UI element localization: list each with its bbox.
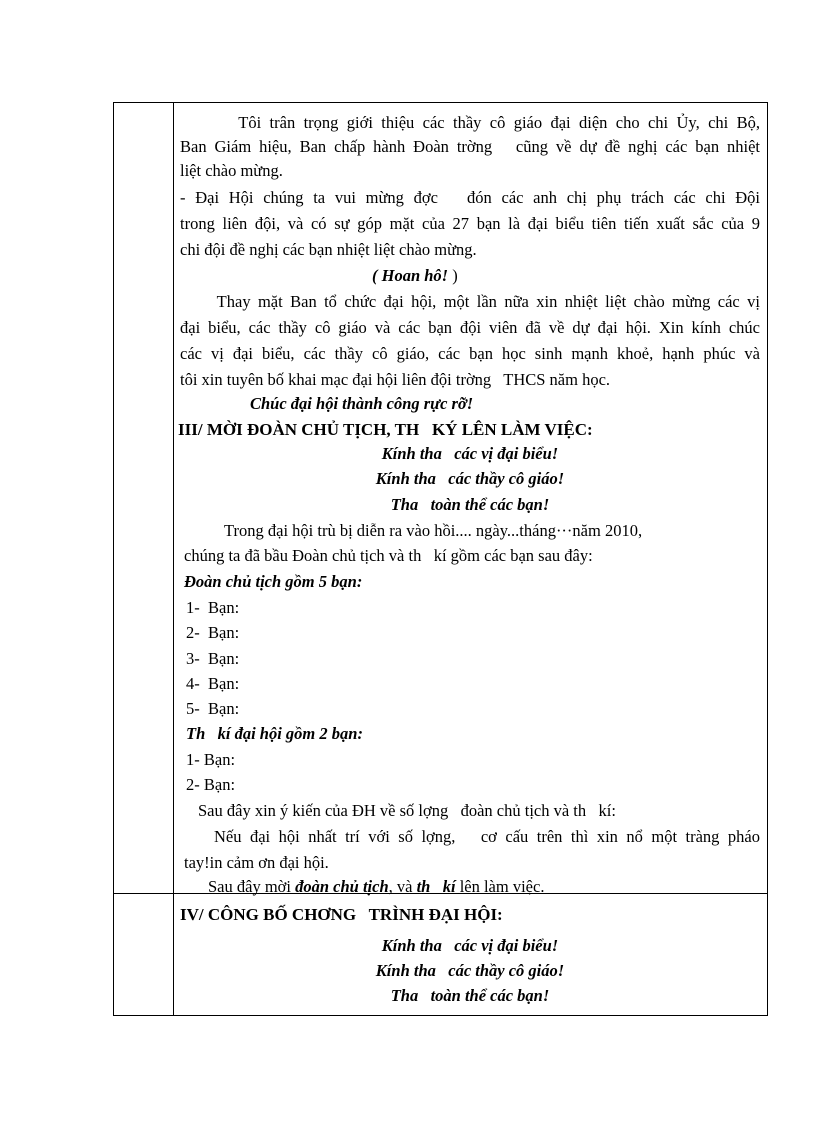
opinion-request: Sau đây xin ý kiến của ĐH về số lợng đoàn chủ tịch và th kí:: [198, 801, 616, 820]
intro-p1-line-1: Tôi trân trọng giới thiệu các thầy cô giáo đại diện cho chi Ủy, chi Bộ,: [180, 113, 760, 132]
intro-p2-line-2: trong liên đội, và có sự góp mặt của 27 bạn là đại biểu tiên tiến xuất sắc của 9: [180, 214, 760, 233]
presidium-title: Đoàn chủ tịch gồm 5 bạn:: [184, 572, 363, 591]
invitation-line: [208, 877, 544, 897]
section-3-heading: III/ MỜI ĐOÀN CHỦ TỊCH, TH KÝ LÊN LÀM VIỆC:: [178, 420, 593, 439]
applause-label: ( Hoan hô!: [372, 266, 453, 285]
intro-p3-line-2: đại biểu, các thầy cô giáo và các bạn đội viên đã về dự đại hội. Xin kính chúc: [180, 318, 760, 337]
invitation-prefix: Sau đây mời: [208, 877, 296, 896]
presidium-item-1: 1- Bạn:: [186, 598, 240, 617]
intro-p3-line-3: các vị đại biểu, các thầy cô giáo, các bạn học sinh mạnh khoẻ, hạnh phúc và: [180, 344, 760, 363]
presidium-item-3: 3- Bạn:: [186, 649, 240, 668]
secretary-item-1: 1- Bạn:: [186, 750, 236, 769]
section-3-intro-line-2: chúng ta đã bầu Đoàn chủ tịch và th kí gồm các bạn sau đây:: [184, 546, 593, 565]
invitation-secretary: th kí: [416, 877, 456, 896]
table-column-divider: [173, 103, 174, 1015]
intro-p1-line-2: Ban Giám hiệu, Ban chấp hành Đoàn trờng cũng về dự đề nghị các bạn nhiệt: [180, 137, 760, 156]
section-4-heading: IV/ CÔNG BỐ CHƠNG TRÌNH ĐẠI HỘI:: [180, 905, 503, 924]
intro-p2-line-1: - Đại Hội chúng ta vui mừng đợc đón các anh chị phụ trách các chi Đội: [180, 188, 760, 207]
section-4-greeting-3: Tha toàn thể các bạn!: [390, 986, 550, 1005]
intro-p3-line-4: tôi xin tuyên bố khai mạc đại hội liên đội trờng THCS năm học.: [180, 370, 611, 389]
invitation-suffix: lên làm việc.: [455, 877, 545, 896]
invitation-presidium: đoàn chủ tịch: [295, 877, 389, 896]
closing-wish: Chúc đại hội thành công rực rỡ!: [250, 394, 474, 413]
intro-p3-line-1: Thay mặt Ban tổ chức đại hội, một lần nữa xin nhiệt liệt chào mừng các vị: [180, 292, 760, 311]
section-3-greeting-3: Tha toàn thể các bạn!: [390, 495, 550, 514]
section-4-greeting-2: Kính tha các thầy cô giáo!: [375, 961, 565, 980]
agreement-line-1: Nếu đại hội nhất trí với số lợng, cơ cấu trên thì xin nổ một tràng pháo: [214, 827, 760, 846]
section-3-greeting-2: Kính tha các thầy cô giáo!: [375, 469, 565, 488]
intro-p1-line-3: liệt chào mừng.: [180, 161, 283, 180]
section-3-greeting-1: Kính tha các vị đại biểu!: [381, 444, 559, 463]
section-3-intro-line-1: Trong đại hội trù bị diễn ra vào hồi.... ngày...tháng···năm 2010,: [224, 521, 643, 540]
intro-p2-line-3: chi đội đề nghị các bạn nhiệt liệt chào mừng.: [180, 240, 477, 259]
presidium-item-5: 5- Bạn:: [186, 699, 240, 718]
secretary-item-2: 2- Bạn:: [186, 775, 236, 794]
presidium-item-4: 4- Bạn:: [186, 674, 240, 693]
presidium-item-2: 2- Bạn:: [186, 623, 240, 642]
section-4-greeting-1: Kính tha các vị đại biểu!: [381, 936, 559, 955]
applause-note: [372, 266, 458, 286]
invitation-middle: , và: [388, 877, 417, 896]
agreement-line-2: tay!in cảm ơn đại hội.: [184, 853, 329, 872]
applause-close: ): [452, 266, 458, 285]
secretary-title: Th kí đại hội gồm 2 bạn:: [186, 724, 363, 743]
